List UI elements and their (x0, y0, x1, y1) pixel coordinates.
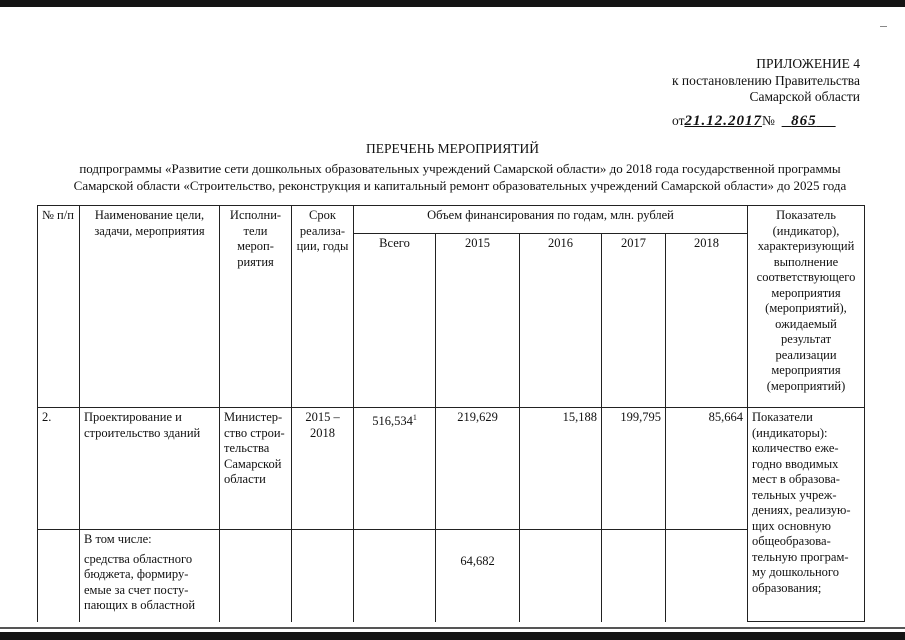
number-prefix: № (761, 113, 775, 128)
bottom-border-thin (0, 627, 905, 629)
document-subtitle (40, 161, 880, 194)
header-2018: 2018 (666, 234, 748, 408)
table-row (38, 408, 865, 530)
bottom-border (0, 632, 905, 640)
subrow-2015: 64,682 (436, 530, 520, 622)
row-period: 2015 – 2018 (292, 408, 354, 530)
row-name: Проектирование и строительство зданий (80, 408, 220, 530)
top-border (0, 0, 905, 7)
subrow-name (80, 530, 220, 622)
measures-table (37, 205, 865, 622)
row-num: 2. (38, 408, 80, 530)
row-2015: 219,629 (436, 408, 520, 530)
row-indicator: Показатели (индикаторы): количество еже-годно вводимых мест в образова-тельных учреж-дениях, реализую-щих основную общеобразова-тельную програм-му дошкольного образования; (748, 408, 865, 622)
document-title: ПЕРЕЧЕНЬ МЕРОПРИЯТИЙ (365, 141, 540, 156)
header-2015: 2015 (436, 234, 520, 408)
header-total: Всего (354, 234, 436, 408)
header-row-1 (38, 206, 865, 234)
table-subrow (38, 530, 865, 622)
decree-date: 21.12.2017 (684, 113, 762, 129)
subtitle-line-1: подпрограммы «Развитие сети дошкольных образовательных учреждений Самарской области» до 2018 года государственной программы (79, 161, 841, 176)
appendix-header (660, 56, 860, 106)
scan-mark (880, 26, 887, 27)
header-funding: Объем финансирования по годам, млн. рублей (354, 206, 748, 234)
row-2018: 85,664 (666, 408, 748, 530)
header-indicator: Показатель (индикатор), характеризующий выполнение соответствующего мероприятия (мероприятий), ожидаемый результат реализации мероприятия (мероприятий) (748, 206, 865, 408)
decree-number: 865 (791, 113, 817, 129)
subtitle-line-2: Самарской области «Строительство, реконструкция и капитальный ремонт образовательных учреждений Самарской области» до 2025 года (73, 177, 847, 193)
appendix-region: Самарской области (749, 89, 860, 104)
header-num: № п/п (38, 206, 80, 408)
header-2016: 2016 (520, 234, 602, 408)
row-total: 516,534$^1$ (354, 408, 436, 530)
date-prefix: от (672, 113, 685, 128)
footnote-mark: 1 (412, 413, 417, 422)
subrow-heading: В том числе: (84, 532, 152, 546)
header-executor: Исполни-тели мероп-риятия (220, 206, 292, 408)
header-2017: 2017 (602, 234, 666, 408)
appendix-decree: к постановлению Правительства (671, 72, 860, 88)
subrow-label: средства областного бюджета, формиру-емые за счет посту-пающих в областной (84, 551, 196, 612)
decree-signature-line (672, 113, 836, 130)
appendix-title: ПРИЛОЖЕНИЕ 4 (756, 56, 860, 71)
row-executor: Министер-ство строи-тельства Самарской области (220, 408, 292, 530)
row-2016: 15,188 (520, 408, 602, 530)
header-name: Наименование цели, задачи, мероприятия (80, 206, 220, 408)
row-2017: 199,795 (602, 408, 666, 530)
header-period: Срок реализа-ции, годы (292, 206, 354, 408)
